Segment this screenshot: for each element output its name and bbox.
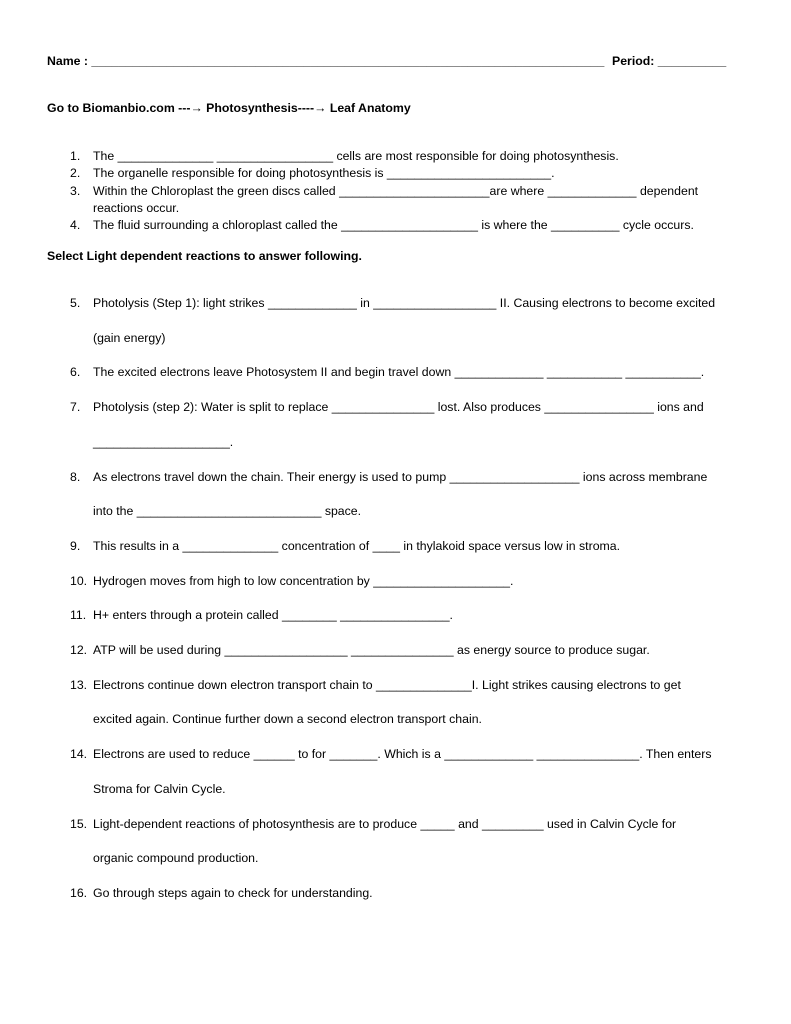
question-text: Hydrogen moves from high to low concentration by ____________________. — [93, 573, 514, 588]
question-number: 10. — [70, 573, 88, 588]
question-text: ____________________. — [93, 434, 234, 449]
question-text: H+ enters through a protein called ________ ________________. — [93, 608, 453, 623]
question-text: Electrons are used to reduce ______ to for _______. Which is a _____________ _______________. Then enters — [93, 747, 712, 762]
question-text: Light-dependent reactions of photosynthesis are to produce _____ and _________ used in Calvin Cycle for — [93, 816, 677, 831]
question-number: 8. — [70, 469, 81, 484]
question-text: Photolysis (Step 1): light strikes _____________ in __________________ II. Causing electrons to become excited — [93, 296, 716, 310]
question-text: The excited electrons leave Photosystem II and begin travel down _____________ ___________ ___________. — [93, 365, 705, 380]
question-text: excited again. Continue further down a second electron transport chain. — [93, 712, 482, 727]
name-field[interactable]: Name : ___________________________________________________________________________ — [47, 54, 605, 68]
question-number: 6. — [70, 365, 81, 380]
question-text: ATP will be used during __________________ _______________ as energy source to produce sugar. — [93, 643, 650, 657]
question-number: 15. — [70, 816, 88, 831]
question-number: 4. — [70, 218, 81, 233]
question-number: 16. — [70, 885, 88, 900]
question-number: 12. — [70, 643, 88, 657]
question-text: Photolysis (step 2): Water is split to replace _______________ lost. Also produces ________________ ions and — [93, 400, 704, 415]
question-number: 2. — [70, 166, 81, 181]
question-text: As electrons travel down the chain. Their energy is used to pump ___________________ ions across membrane — [93, 469, 708, 484]
question-number: 7. — [70, 400, 81, 415]
navigation-instruction: Go to Biomanbio.com ---→ Photosynthesis----→ Leaf Anatomy — [47, 101, 411, 115]
question-text: Within the Chloroplast the green discs called ______________________are where _____________ dependent — [93, 183, 699, 198]
question-text: reactions occur. — [93, 200, 180, 215]
question-text: into the ___________________________ space. — [93, 504, 362, 519]
question-number: 13. — [70, 677, 88, 692]
question-number: 5. — [70, 296, 81, 310]
period-field[interactable]: Period: __________ — [612, 54, 727, 68]
question-number: 9. — [70, 538, 81, 553]
question-text: The fluid surrounding a chloroplast called the ____________________ is where the __________ cycle occurs. — [93, 218, 694, 233]
question-text: Electrons continue down electron transport chain to ______________I. Light strikes causing electrons to get — [93, 677, 681, 692]
question-text: organic compound production. — [93, 851, 259, 866]
question-text: (gain energy) — [93, 330, 166, 345]
question-number: 11. — [70, 608, 87, 623]
question-text: The ______________ _________________ cells are most responsible for doing photosynthesis. — [93, 149, 619, 163]
question-text: Go through steps again to check for understanding. — [93, 885, 373, 900]
question-number: 3. — [70, 183, 81, 198]
question-text: The organelle responsible for doing photosynthesis is ________________________. — [93, 166, 555, 181]
question-text: This results in a ______________ concentration of ____ in thylakoid space versus low in stroma. — [93, 538, 621, 553]
question-number: 1. — [70, 149, 81, 163]
question-text: Stroma for Calvin Cycle. — [93, 781, 226, 796]
section-heading: Select Light dependent reactions to answer following. — [47, 249, 362, 263]
question-number: 14. — [70, 747, 88, 762]
